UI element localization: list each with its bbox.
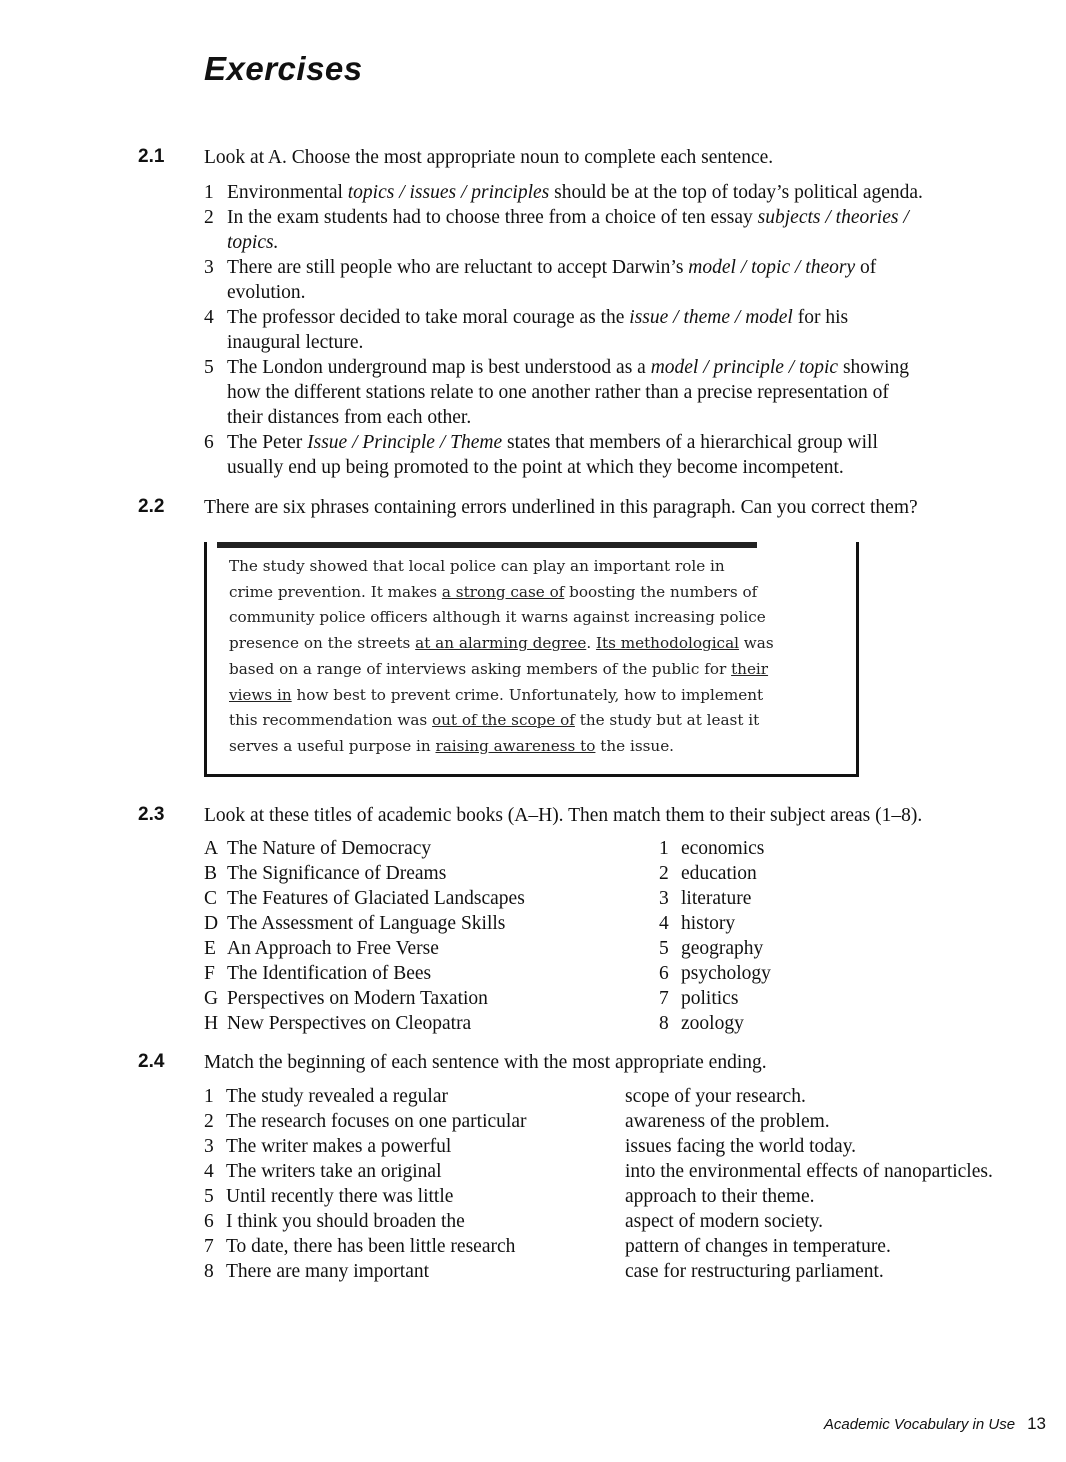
text-run: boosting the numbers of xyxy=(564,582,758,601)
page-number: 13 xyxy=(1027,1414,1046,1433)
item-line xyxy=(227,205,1054,230)
item-text: The Identification of Bees xyxy=(227,963,432,984)
item-label: 2 xyxy=(204,1111,214,1132)
text-run: . xyxy=(586,634,596,653)
text-run: was xyxy=(738,634,774,653)
text-run: how best to prevent crime. Unfortunately, how to implement xyxy=(291,685,764,704)
paragraph-line xyxy=(229,734,829,760)
text-run: The London underground map is best understood as a xyxy=(227,357,651,378)
item-line xyxy=(227,405,1054,430)
text-run: should be at the top of today’s political agenda. xyxy=(549,182,923,203)
item-label: 8 xyxy=(659,1013,669,1034)
page-title: Exercises xyxy=(204,50,363,87)
list-item xyxy=(204,430,1054,480)
item-text: The writer makes a powerful xyxy=(226,1136,452,1157)
paragraph-line xyxy=(229,554,829,580)
text-run: presence on the streets xyxy=(229,634,416,653)
item-text: There are many important xyxy=(226,1261,430,1282)
item-line xyxy=(227,330,1054,355)
item-text: The Significance of Dreams xyxy=(227,863,447,884)
sentence-ending-item: approach to their theme. xyxy=(625,1186,815,1207)
sentence-ending-item: awareness of the problem. xyxy=(625,1111,830,1132)
item-label: C xyxy=(204,888,218,909)
item-label: 3 xyxy=(659,888,669,909)
list-item xyxy=(204,305,1054,355)
item-label: E xyxy=(204,938,216,959)
text-run: showing xyxy=(838,357,910,378)
text-run: The professor decided to take moral courage as the xyxy=(227,307,630,328)
text-run: the study but at least it xyxy=(574,711,760,730)
item-text: geography xyxy=(681,938,764,959)
italic-choices: issue / theme / model xyxy=(629,307,793,328)
item-text: The writers take an original xyxy=(226,1161,442,1182)
text-run: The Peter xyxy=(227,432,308,453)
sentence-endings-list xyxy=(625,1084,993,1284)
item-label: 5 xyxy=(204,1186,214,1207)
text-run: In the exam students had to choose three from a choice of ten essay xyxy=(227,207,758,228)
underlined-error-phrase: views in xyxy=(229,685,292,704)
item-label: 8 xyxy=(204,1261,214,1282)
paragraph-line xyxy=(229,708,829,734)
sentence-beginning-item xyxy=(204,1209,526,1234)
item-text: politics xyxy=(681,988,739,1009)
list-item xyxy=(204,355,1054,430)
item-label: B xyxy=(204,863,218,884)
book-title-item xyxy=(204,986,525,1011)
list-item xyxy=(204,180,1054,205)
sentence-ending-item: into the environmental effects of nanoparticles. xyxy=(625,1161,993,1182)
book-titles-list xyxy=(204,836,525,1036)
item-label: 6 xyxy=(659,963,669,984)
text-run: how the different stations relate to one another rather than a precise representation of xyxy=(227,382,889,403)
list-item xyxy=(204,205,1054,255)
page-footer xyxy=(824,1414,1046,1434)
exercise-number: 2.4 xyxy=(138,1051,165,1072)
item-label: 1 xyxy=(204,1086,214,1107)
text-run: serves a useful purpose in xyxy=(229,736,436,755)
item-text: The Nature of Democracy xyxy=(227,838,432,859)
item-line xyxy=(227,280,1054,305)
item-text: education xyxy=(681,863,757,884)
book-title-item xyxy=(204,936,525,961)
paragraph-line xyxy=(229,683,829,709)
list-item xyxy=(204,255,1054,305)
item-text: Perspectives on Modern Taxation xyxy=(227,988,488,1009)
item-label: 7 xyxy=(659,988,669,1009)
underlined-error-phrase: at an alarming degree xyxy=(415,634,587,653)
paragraph-line xyxy=(229,580,829,606)
text-run: this recommendation was xyxy=(229,711,432,730)
item-text: The research focuses on one particular xyxy=(226,1111,527,1132)
book-title-item xyxy=(204,911,525,936)
underlined-error-phrase: their xyxy=(731,659,769,678)
item-text: economics xyxy=(681,838,765,859)
item-label: G xyxy=(204,988,219,1009)
italic-choices: subjects / theories / xyxy=(757,207,909,228)
italic-choices: topics / issues / principles xyxy=(347,182,550,203)
text-run: Environmental xyxy=(227,182,348,203)
item-label: 4 xyxy=(659,913,669,934)
item-number: 3 xyxy=(204,257,214,278)
footer-book-title: Academic Vocabulary in Use xyxy=(823,1416,1016,1433)
exercise-number: 2.3 xyxy=(138,804,165,825)
item-text: The Assessment of Language Skills xyxy=(227,913,506,934)
item-number: 6 xyxy=(204,432,214,453)
item-label: 5 xyxy=(659,938,669,959)
italic-choices: Issue / Principle / Theme xyxy=(307,432,503,453)
item-label: 4 xyxy=(204,1161,214,1182)
text-run: community police officers although it warns against increasing police xyxy=(229,608,766,627)
underlined-error-phrase: a strong case of xyxy=(441,582,565,601)
sentence-beginning-item xyxy=(204,1109,526,1134)
text-run: the issue. xyxy=(595,736,675,755)
sentence-ending-item: aspect of modern society. xyxy=(625,1211,823,1232)
exercise-number: 2.2 xyxy=(138,496,165,517)
item-label: H xyxy=(204,1013,219,1034)
exercise-instruction: Look at these titles of academic books (A–H). Then match them to their subject areas (1–8). xyxy=(204,805,923,826)
text-run: crime prevention. It makes xyxy=(229,582,442,601)
box-top-bar xyxy=(217,542,757,548)
sentence-ending-item: case for restructuring parliament. xyxy=(625,1261,884,1282)
exercise-number: 2.1 xyxy=(138,146,165,167)
sentence-beginning-item xyxy=(204,1184,526,1209)
sentence-beginnings-list xyxy=(204,1084,526,1284)
item-text: New Perspectives on Cleopatra xyxy=(227,1013,472,1034)
sentence-ending-item: issues facing the world today. xyxy=(625,1136,857,1157)
item-line xyxy=(227,230,1054,255)
subject-area-item xyxy=(659,986,771,1011)
text-run: There are still people who are reluctant to accept Darwin’s xyxy=(227,257,689,278)
item-text: The study revealed a regular xyxy=(226,1086,448,1107)
item-label: 6 xyxy=(204,1211,214,1232)
subject-area-item xyxy=(659,911,771,936)
item-label: 1 xyxy=(659,838,669,859)
sentence-ending-item: scope of your research. xyxy=(625,1086,806,1107)
text-run: based on a range of interviews asking members of the public for xyxy=(229,659,732,678)
item-label: 7 xyxy=(204,1236,214,1257)
sentence-ending-item: pattern of changes in temperature. xyxy=(625,1236,891,1257)
item-line xyxy=(227,180,1054,205)
underlined-error-phrase: out of the scope of xyxy=(432,711,575,730)
book-title-item xyxy=(204,961,525,986)
italic-choices: topics. xyxy=(227,232,279,253)
exercise-instruction: Match the beginning of each sentence with the most appropriate ending. xyxy=(204,1052,767,1073)
paragraph-line xyxy=(229,605,829,631)
paragraph-line xyxy=(229,657,829,683)
item-label: D xyxy=(204,913,219,934)
item-label: 3 xyxy=(204,1136,214,1157)
sentence-beginning-item xyxy=(204,1234,526,1259)
subject-area-item xyxy=(659,861,771,886)
item-number: 2 xyxy=(204,207,214,228)
item-number: 1 xyxy=(204,182,214,203)
item-number: 4 xyxy=(204,307,214,328)
item-label: 2 xyxy=(659,863,669,884)
book-title-item xyxy=(204,886,525,911)
item-text: literature xyxy=(681,888,752,909)
text-run: The study showed that local police can play an important role in xyxy=(229,557,725,575)
item-text: To date, there has been little research xyxy=(226,1236,516,1257)
item-line xyxy=(227,380,1054,405)
item-label: A xyxy=(204,838,219,859)
paragraph-box xyxy=(204,542,859,777)
text-run: usually end up being promoted to the point at which they become incompetent. xyxy=(227,457,844,478)
item-text: history xyxy=(681,913,736,934)
subject-area-item xyxy=(659,936,771,961)
book-title-item xyxy=(204,861,525,886)
text-run: states that members of a hierarchical group will xyxy=(502,432,878,453)
item-line xyxy=(227,455,1054,480)
item-line xyxy=(227,255,1054,280)
item-line xyxy=(227,355,1054,380)
italic-choices: model / principle / topic xyxy=(650,357,839,378)
exercise-instruction: Look at A. Choose the most appropriate noun to complete each sentence. xyxy=(204,147,774,168)
item-text: psychology xyxy=(681,963,771,984)
item-text: The Features of Glaciated Landscapes xyxy=(227,888,525,909)
italic-choices: model / topic / theory xyxy=(688,257,856,278)
subject-area-item xyxy=(659,886,771,911)
paragraph-text xyxy=(229,554,829,760)
text-run: for his xyxy=(792,307,849,328)
text-run: inaugural lecture. xyxy=(227,332,364,353)
item-text: zoology xyxy=(681,1013,744,1034)
underlined-error-phrase: Its methodological xyxy=(595,634,739,653)
item-label: F xyxy=(204,963,215,984)
sentence-beginning-item xyxy=(204,1259,526,1284)
subject-area-item xyxy=(659,836,771,861)
text-run: of xyxy=(855,257,877,278)
sentence-beginning-item xyxy=(204,1134,526,1159)
exercise-instruction: There are six phrases containing errors underlined in this paragraph. Can you correct them? xyxy=(204,497,918,518)
item-line xyxy=(227,305,1054,330)
item-text: An Approach to Free Verse xyxy=(227,938,439,959)
text-run: evolution. xyxy=(227,282,306,303)
book-title-item xyxy=(204,836,525,861)
book-title-item xyxy=(204,1011,525,1036)
underlined-error-phrase: raising awareness to xyxy=(435,736,596,755)
subject-area-item xyxy=(659,1011,771,1036)
text-run: their distances from each other. xyxy=(227,407,472,428)
item-line xyxy=(227,430,1054,455)
exercise-2-1-items xyxy=(204,180,1054,480)
subject-areas-list xyxy=(659,836,771,1036)
subject-area-item xyxy=(659,961,771,986)
item-text: Until recently there was little xyxy=(226,1186,454,1207)
sentence-beginning-item xyxy=(204,1084,526,1109)
item-number: 5 xyxy=(204,357,214,378)
paragraph-line xyxy=(229,631,829,657)
sentence-beginning-item xyxy=(204,1159,526,1184)
item-text: I think you should broaden the xyxy=(226,1211,465,1232)
